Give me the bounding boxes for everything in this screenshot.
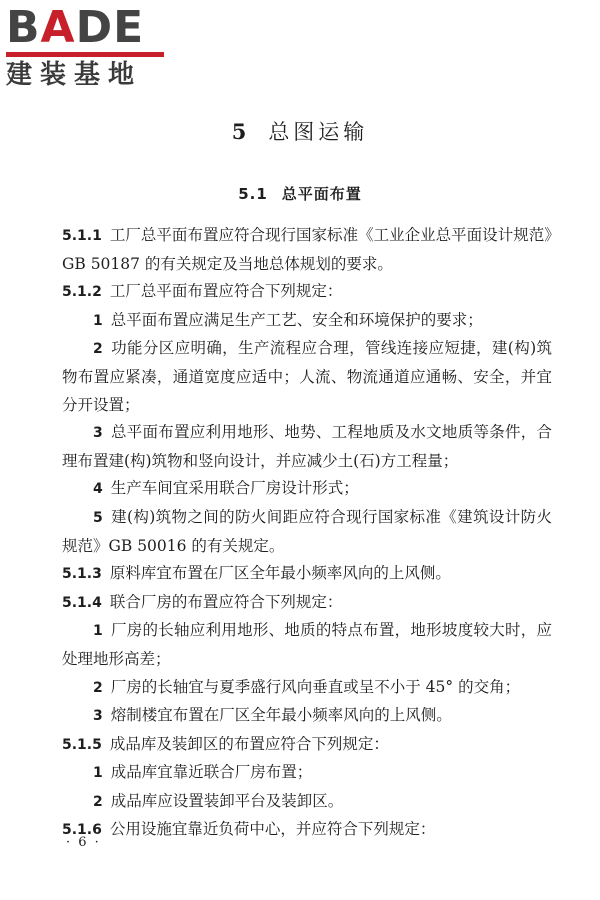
item-number: 5 xyxy=(93,509,103,526)
logo-subtitle: 建装基地 xyxy=(6,60,143,90)
chapter-heading xyxy=(0,116,600,146)
clause-number: 5.1.6 xyxy=(62,822,102,839)
list-item xyxy=(62,788,552,817)
section-title: 总平面布置 xyxy=(281,185,362,203)
clause-text: 公用设施宜靠近负荷中心，并应符合下列规定： xyxy=(109,820,436,839)
clause-text: 工厂总平面布置应符合下列规定： xyxy=(109,282,343,301)
item-text: 厂房的长轴应利用地形、地质的特点布置，地形坡度较大时，应处理地形高差； xyxy=(62,621,552,668)
clause-5-1-3 xyxy=(62,560,552,589)
clause-number: 5.1.3 xyxy=(62,566,102,583)
item-number: 2 xyxy=(93,679,103,696)
document-body xyxy=(62,222,552,845)
item-number: 1 xyxy=(93,312,103,329)
item-text: 功能分区应明确，生产流程应合理，管线连接应短捷，建(构)筑物布置应紧凑，通道宽度应适中；人流、物流通道应通畅、安全，并宜分开设置； xyxy=(62,339,552,414)
list-item xyxy=(62,475,552,504)
item-text: 厂房的长轴宜与夏季盛行风向垂直或呈不小于 45° 的交角； xyxy=(110,677,521,696)
clause-5-1-2 xyxy=(62,278,552,307)
list-item xyxy=(62,419,552,475)
list-item xyxy=(62,702,552,731)
item-text: 成品库宜靠近联合厂房布置； xyxy=(110,763,313,782)
clause-5-1-4 xyxy=(62,589,552,618)
page-number: · 6 · xyxy=(66,835,101,850)
clause-text: 工厂总平面布置应符合现行国家标准《工业企业总平面设计规范》GB 50187 的有关规定及当地总体规划的要求。 xyxy=(62,226,552,273)
item-text: 熔制楼宜布置在厂区全年最小频率风向的上风侧。 xyxy=(110,706,452,725)
list-item xyxy=(62,759,552,788)
list-item xyxy=(62,674,552,703)
item-number: 2 xyxy=(93,341,103,358)
list-item xyxy=(62,617,552,673)
item-number: 2 xyxy=(93,793,103,810)
clause-5-1-5 xyxy=(62,731,552,760)
list-item xyxy=(62,504,552,560)
item-number: 3 xyxy=(93,708,103,725)
chapter-number: 5 xyxy=(231,119,251,144)
clause-text: 原料库宜布置在厂区全年最小频率风向的上风侧。 xyxy=(109,564,451,583)
item-number: 4 xyxy=(93,481,103,498)
item-number: 1 xyxy=(93,765,103,782)
clause-5-1-6 xyxy=(62,816,552,845)
section-heading xyxy=(0,183,600,204)
list-item xyxy=(62,307,552,336)
brand-logo xyxy=(6,2,176,92)
item-text: 总平面布置应满足生产工艺、安全和环境保护的要求； xyxy=(110,310,483,329)
clause-number: 5.1.5 xyxy=(62,736,102,753)
logo-wordmark: BADE xyxy=(6,2,145,53)
clause-5-1-1 xyxy=(62,222,552,278)
item-text: 总平面布置应利用地形、地势、工程地质及水文地质等条件，合理布置建(构)筑物和竖向设计，并应减少土(石)方工程量； xyxy=(62,423,552,470)
item-text: 生产车间宜采用联合厂房设计形式； xyxy=(110,479,359,498)
clause-number: 5.1.2 xyxy=(62,284,102,301)
item-number: 3 xyxy=(93,425,103,442)
clause-text: 成品库及装卸区的布置应符合下列规定： xyxy=(109,734,389,753)
item-number: 1 xyxy=(93,623,103,640)
clause-number: 5.1.4 xyxy=(62,594,102,611)
clause-text: 联合厂房的布置应符合下列规定： xyxy=(109,592,343,611)
item-text: 成品库应设置装卸平台及装卸区。 xyxy=(110,791,344,810)
list-item xyxy=(62,335,552,419)
chapter-title: 总图运输 xyxy=(268,120,369,144)
item-text: 建(构)筑物之间的防火间距应符合现行国家标准《建筑设计防火规范》GB 50016 的有关规定。 xyxy=(62,507,552,555)
section-number: 5.1 xyxy=(238,185,268,203)
clause-number: 5.1.1 xyxy=(62,228,102,244)
